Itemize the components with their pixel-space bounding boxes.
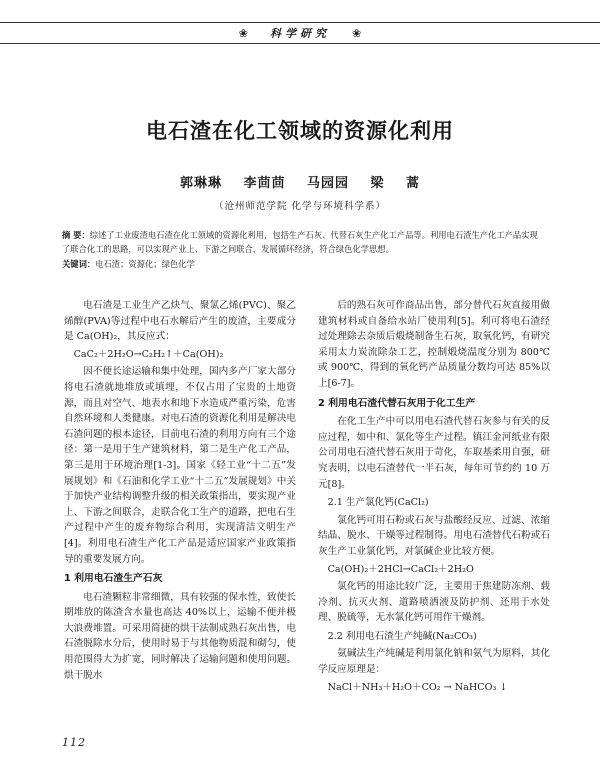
subsection-heading: 2.1 生产氯化钙(CaCl₂) [327, 497, 429, 509]
flower-ornament-icon: ❀ [238, 26, 248, 40]
paragraph: 后的熟石灰可作商品出售，部分替代石灰直接用做建筑材料或自备给水站厂使用利[5]。利可将电石渣经过处理除去杂质后煅烧制备生石灰，取氧化钙，有研究采用太力炭流除杂工艺，控制煅烧温度分别为 800℃或 900℃，得到的氧化钙产品质量分数均可达 85%以上[6-7]。 [318, 300, 550, 389]
paragraph: 氯化钙可用石粉或石灰与盐酸经反应、过滤、浓缩结晶、脱水、干燥等过程制得。用电石渣替代石粉或石灰生产工业氯化钙，对氯碱企业比较方便。 [318, 514, 550, 557]
page-number: 112 [62, 736, 86, 749]
chemical-equation: Ca(OH)₂＋2HCl→CaCl₂＋2H₂O [327, 563, 474, 575]
right-column [318, 298, 550, 697]
abstract-block [62, 228, 544, 271]
running-header [0, 22, 600, 44]
section-label: 科学研究 [270, 27, 330, 40]
paragraph: 在化工生产中可以用电石渣代替石灰参与有关的反应过程，如中和、氯化等生产过程。镇江金河纸业有限公司用电石渣代替石灰用于苛化，车取基柔用自强，研究表明，以电石渣替代一半石灰，每年可节约约 10 万元[8]。 [318, 416, 550, 490]
keywords [62, 257, 544, 271]
subsection-heading: 2.2 利用电石渣生产纯碱(Na₂CO₃) [327, 630, 477, 642]
keywords-label: 关键词： [62, 259, 96, 269]
keywords-text: 电石渣；资源化；绿色化学 [95, 259, 195, 269]
paragraph: 氨碱法生产纯碱是利用氯化钠和氨气为原料，其化学反应原理是： [318, 648, 550, 676]
paragraph: 因不便长途运输和集中处理，国内多产厂家大部分将电石渣就地堆放或填埋，不仅占用了宝贵的土地资源，而且对空气、地表水和地下水造成严重污染，危害自然环境和人类健康。对电石渣的资源化利用是解决电石渣问题的根本途径，目前电石渣的利用方向有三个途径：第一是用于生产建筑材料，第二是生产化工产品，第三是用于环境治理[1-3]。国家《轻工业“十二五”发展规划》和《石油和化学工业“十二五”发展规划》中关于加快产业结构调整升级的相关政策指出，要实现产业上、下游之间联合，走联合化工生产的道路，把电石生产过程中产生的废弃物综合利用，实现清洁文明生产[4]。利用电石渣生产化工产品是适应国家产业政策指导的重要发展方向。 [64, 366, 296, 565]
paragraph: 电石渣是工业生产乙炔气、聚氯乙烯(PVC)、聚乙烯醇(PVA)等过程中电石水解后产生的废渣，主要成分是 Ca(OH)₂，其反应式： [64, 300, 296, 343]
left-column [64, 298, 296, 683]
article-title: 电石渣在化工领域的资源化利用 [146, 119, 454, 143]
abstract-text: 综述了工业废渣电石渣在化工领域的资源化利用，包括生产石灰、代替石灰生产化工产品等。利用电石渣生产化工产品实现了联合化工的思路，可以实现产业上、下游之间联合，发展循环经济，符合绿色化学思想。 [62, 230, 538, 254]
paragraph: 电石渣颗粒非常细微，具有较强的保水性，致使长期堆放的陈渣含水量也高达 40%以上，运输不便并极大浪费堆置。可采用简捷的烘干法制成熟石灰出售，电石渣脱除水分后，使用时易于与其他物质混和砌匀，使用范围得大为扩宽，同时解决了运输问题和使用问题。烘干脱水 [64, 591, 296, 681]
abstract [62, 228, 544, 256]
section-heading: 2 利用电石渣代替石灰用于化工生产 [318, 397, 476, 409]
section-heading: 1 利用电石渣生产石灰 [64, 573, 163, 585]
article-affiliation: （沧州师范学院 化学与环境科学系） [213, 201, 387, 212]
flower-ornament-icon: ❀ [352, 26, 362, 40]
paragraph: 氯化钙的用途比较广泛，主要用于焦建防冻剂、载冷剂、抗灭火剂、道路喷洒液及防护剂、还用于水处理、脱硫等，无水氯化钙可用作干燥剂。 [318, 581, 550, 624]
chemical-equation: CaC₂＋2H₂O→C₂H₂↑＋Ca(OH)₂ [73, 348, 224, 360]
chemical-equation: NaCl＋NH₃＋H₂O＋CO₂ → NaHCO₃ ↓ [327, 681, 508, 693]
article-authors: 郭琳琳 李茴茴 马园园 梁 蒿 [179, 176, 421, 191]
abstract-label: 摘 要： [62, 230, 90, 240]
running-header-inner [225, 25, 375, 41]
